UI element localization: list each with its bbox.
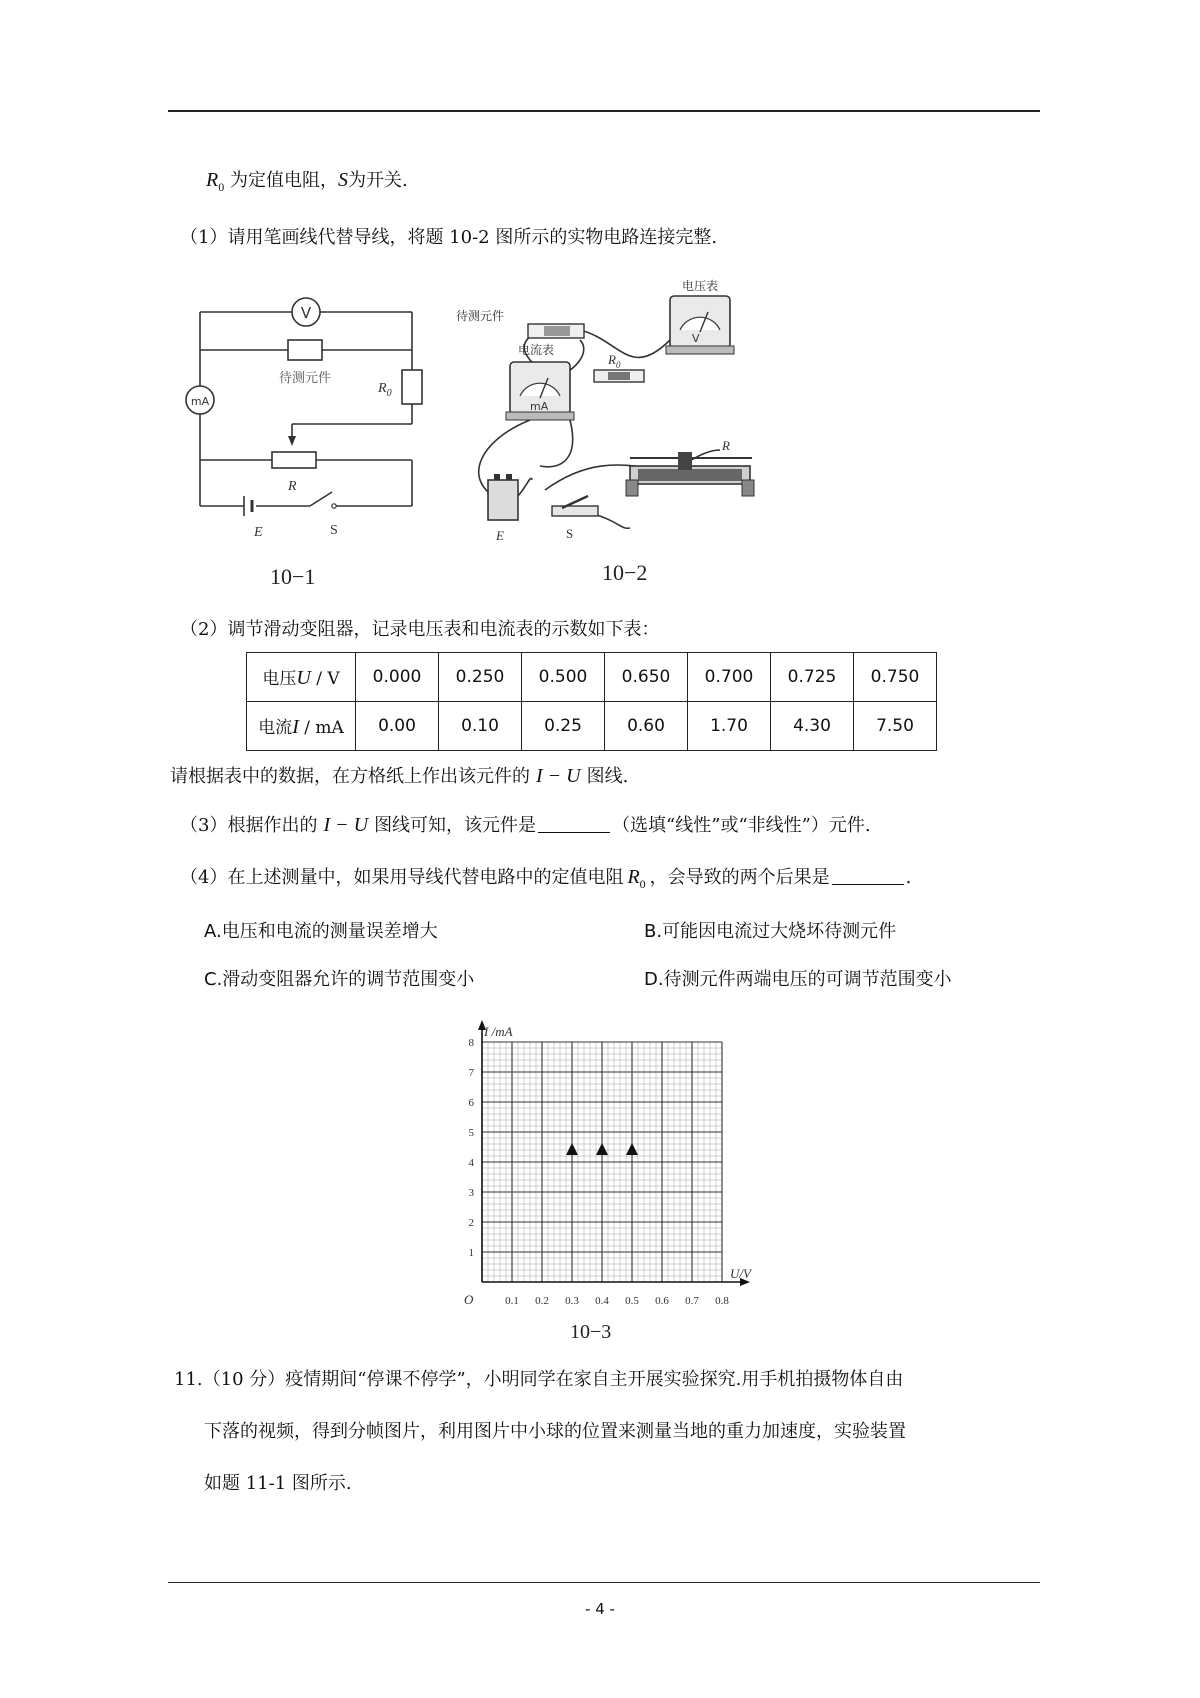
- question-11-line-1: 11.（10 分）疫情期间“停课不停学”，小明同学在家自主开展实验探究.用手机拍摄物体自由: [174, 1369, 904, 1390]
- table-cell: 4.30: [771, 702, 854, 751]
- figure-caption: 10−3: [570, 1321, 612, 1343]
- switch-symbol: S: [337, 169, 348, 191]
- y-tick-label: 4: [468, 1157, 474, 1169]
- table-cell: 0.250: [439, 653, 522, 702]
- question-1: （1）请用笔画线代替导线，将题 10-2 图所示的实物电路连接完整.: [180, 227, 718, 248]
- table-cell: 7.50: [854, 702, 937, 751]
- triangle-marker-icon: [596, 1143, 608, 1155]
- figure-10-3: [452, 1010, 772, 1350]
- question-11-line-2: 下落的视频，得到分帧图片，利用图片中小球的位置来测量当地的重力加速度，实验装置: [204, 1421, 906, 1442]
- voltmeter-unit: V: [692, 332, 700, 345]
- element-label: 待测元件: [278, 371, 332, 386]
- intro-text-2: 为开关.: [347, 170, 408, 191]
- x-tick-label: 0.5: [625, 1295, 639, 1307]
- battery-label: E: [254, 525, 263, 540]
- table-header-voltage: 电压U / V: [247, 653, 356, 702]
- voltmeter-label: V: [300, 304, 312, 322]
- question-2: （2）调节滑动变阻器，记录电压表和电流表的示数如下表：: [180, 619, 660, 640]
- voltmeter-device: [666, 296, 734, 354]
- battery-label: E: [496, 528, 504, 543]
- y-axis-label: I /mA: [484, 1024, 513, 1039]
- element-label: 待测元件: [456, 309, 505, 323]
- figure-10-1: [180, 288, 440, 598]
- x-tick-label: 0.7: [685, 1295, 699, 1307]
- option-c: C.滑动变阻器允许的调节范围变小: [204, 969, 475, 990]
- table-header-current: 电流I / mA: [247, 702, 356, 751]
- option-d: D.待测元件两端电压的可调节范围变小: [644, 969, 952, 990]
- r0-label: $R_0$: [608, 352, 621, 370]
- y-tick-label: 7: [468, 1067, 474, 1079]
- table-cell: 0.10: [439, 702, 522, 751]
- circuit-diagram: [180, 288, 440, 598]
- figure-caption: 10−2: [602, 560, 648, 585]
- table-cell: 0.60: [605, 702, 688, 751]
- table-row-voltage: [247, 653, 937, 702]
- question-2-instruction: 请根据表中的数据，在方格纸上作出该元件的 I − U 图线.: [170, 765, 629, 787]
- voltmeter-label: 电压表: [682, 279, 719, 293]
- answer-blank-4[interactable]: [832, 864, 904, 885]
- question-11-line-3: 如题 11-1 图所示.: [204, 1473, 352, 1494]
- physical-circuit: [456, 270, 800, 590]
- y-tick-label: 2: [468, 1217, 474, 1229]
- intro-line: [206, 168, 408, 199]
- triangle-marker-icon: [566, 1143, 578, 1155]
- element-board: [528, 324, 584, 338]
- graph-paper: [452, 1010, 772, 1350]
- ammeter-label: 电流表: [518, 343, 555, 357]
- measurement-table: [246, 652, 937, 751]
- table-cell: 0.700: [688, 653, 771, 702]
- r0-label: $R_0$: [378, 381, 392, 399]
- origin-label: O: [464, 1292, 474, 1307]
- triangle-marker-icon: [626, 1143, 638, 1155]
- y-tick-label: 6: [468, 1097, 474, 1109]
- y-tick-label: 1: [468, 1247, 474, 1259]
- intro-text-1: 为定值电阻，: [229, 170, 338, 191]
- figure-caption: 10−1: [270, 564, 316, 589]
- table-cell: 0.00: [356, 702, 439, 751]
- option-a: A.电压和电流的测量误差增大: [204, 921, 438, 942]
- x-tick-label: 0.8: [715, 1295, 729, 1307]
- page-number: - 4 -: [585, 1600, 615, 1618]
- figure-10-2: [456, 270, 800, 590]
- r0-symbol: $R_0$: [206, 169, 225, 194]
- option-b: B.可能因电流过大烧坏待测元件: [644, 921, 897, 942]
- battery-device: [488, 474, 518, 520]
- x-tick-labels: [505, 1295, 729, 1307]
- answer-blank-3[interactable]: [538, 812, 610, 833]
- x-tick-label: 0.3: [565, 1295, 579, 1307]
- y-tick-label: 3: [468, 1187, 474, 1199]
- x-tick-label: 0.6: [655, 1295, 669, 1307]
- header-rule: [168, 110, 1040, 112]
- table-cell: 0.650: [605, 653, 688, 702]
- y-tick-labels: [469, 1037, 475, 1259]
- table-cell: 0.500: [522, 653, 605, 702]
- question-4: （4）在上述测量中，如果用导线代替电路中的定值电阻 $R_0$ ，会导致的两个后果是 .: [180, 866, 912, 891]
- rheostat-device: [626, 452, 754, 496]
- slider-arrow-icon: [288, 436, 296, 446]
- table-row-current: [247, 702, 937, 751]
- y-tick-label: 5: [468, 1127, 474, 1139]
- x-tick-label: 0.4: [595, 1295, 609, 1307]
- x-tick-label: 0.1: [505, 1295, 519, 1307]
- rheostat-label: R: [722, 438, 730, 453]
- table-cell: 1.70: [688, 702, 771, 751]
- switch-label: S: [566, 526, 574, 541]
- table-cell: 0.000: [356, 653, 439, 702]
- x-axis-label: U/V: [730, 1266, 751, 1281]
- r0-board: [594, 370, 644, 382]
- ammeter-unit: mA: [530, 400, 549, 413]
- triangle-markers: [566, 1143, 638, 1155]
- rheostat-label: R: [288, 479, 297, 494]
- ammeter-label: mA: [190, 395, 210, 408]
- y-tick-label: 8: [468, 1037, 474, 1049]
- footer-rule: [168, 1582, 1040, 1583]
- table-cell: 0.725: [771, 653, 854, 702]
- question-3: （3）根据作出的 I − U 图线可知，该元件是 （选填“线性”或“非线性”）元件.: [180, 814, 871, 836]
- switch-label: S: [330, 523, 338, 538]
- x-tick-label: 0.2: [535, 1295, 549, 1307]
- table-cell: 0.25: [522, 702, 605, 751]
- switch-device: [552, 496, 598, 516]
- table-cell: 0.750: [854, 653, 937, 702]
